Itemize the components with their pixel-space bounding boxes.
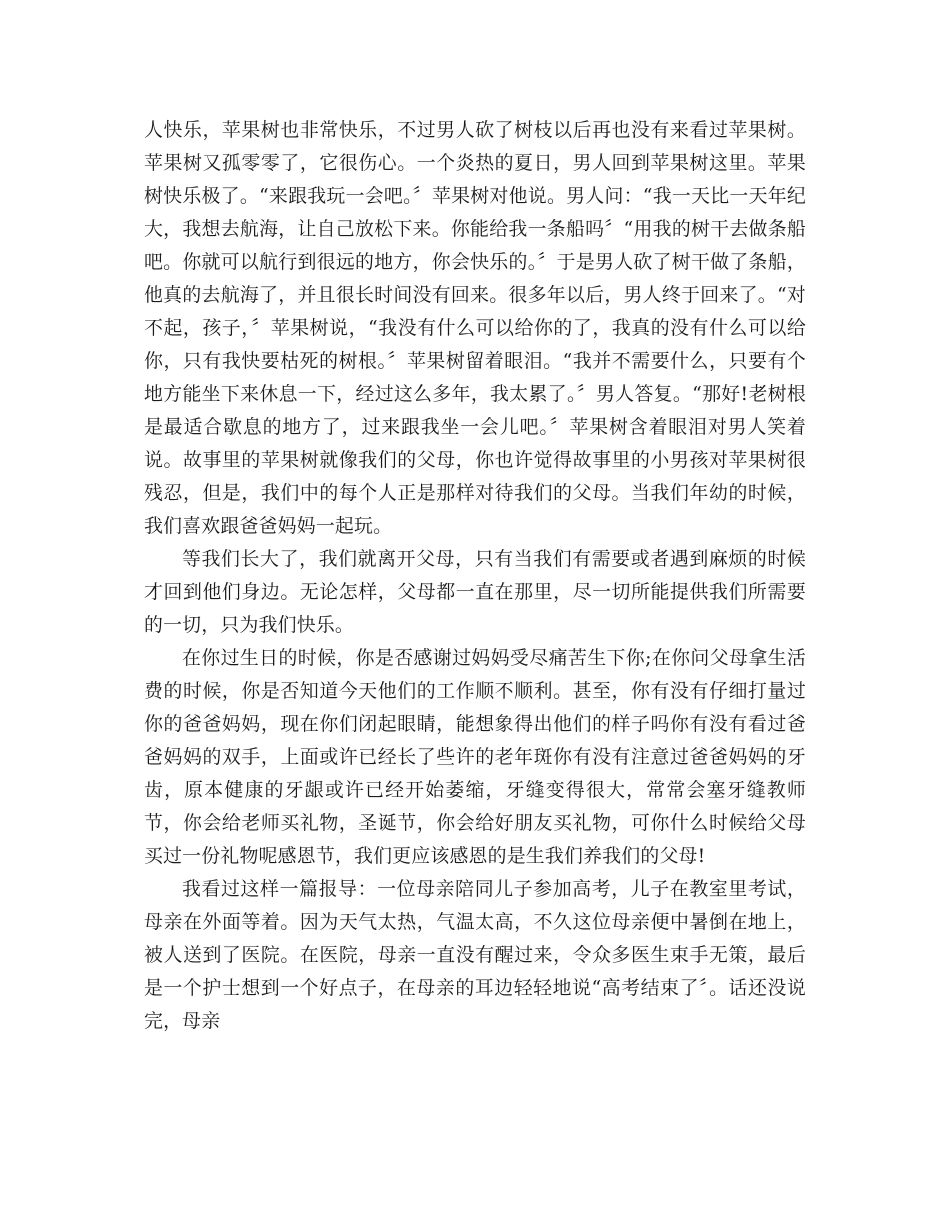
paragraph-2: 等我们长大了，我们就离开父母，只有当我们有需要或者遇到麻烦的时候才回到他们身边。无论怎样，父母都一直在那里，尽一切所能提供我们所需要的一切，只为我们快乐。 xyxy=(144,548,806,636)
paragraph-1: 人快乐，苹果树也非常快乐，不过男人砍了树枝以后再也没有来看过苹果树。苹果树又孤零零了，它很伤心。一个炎热的夏日，男人回到苹果树这里。苹果树快乐极了。“来跟我玩一会吧。〞苹果树对他说。男人问：“我一天比一天年纪大，我想去航海，让自己放松下来。你能给我一条船吗〞“用我的树干去做条船吧。你就可以航行到很远的地方，你会快乐的。〞于是男人砍了树干做了条船，他真的去航海了，并且很长时间没有回来。很多年以后，男人终于回来了。“对不起，孩子，〞苹果树说，“我没有什么可以给你的了，我真的没有什么可以给你，只有我快要枯死的树根。〞苹果树留着眼泪。“我并不需要什么，只要有个地方能坐下来休息一下，经过这么多年，我太累了。〞男人答复。“那好!老树根是最适合歇息的地方了，过来跟我坐一会儿吧。〞苹果树含着眼泪对男人笑着说。故事里的苹果树就像我们的父母，你也许觉得故事里的小男孩对苹果树很残忍，但是，我们中的每个人正是那样对待我们的父母。当我们年幼的时候，我们喜欢跟爸爸妈妈一起玩。 xyxy=(144,119,806,537)
paragraph-3: 在你过生日的时候，你是否感谢过妈妈受尽痛苦生下你;在你问父母拿生活费的时候，你是否知道今天他们的工作顺不顺利。甚至，你有没有仔细打量过你的爸爸妈妈，现在你们闭起眼睛，能想象得出他们的样子吗你有没有看过爸爸妈妈的双手，上面或许已经长了些许的老年斑你有没有注意过爸爸妈妈的牙齿，原本健康的牙龈或许已经开始萎缩，牙缝变得很大，常常会塞牙缝教师节，你会给老师买礼物，圣诞节，你会给好朋友买礼物，可你什么时候给父母买过一份礼物呢感恩节，我们更应该感恩的是生我们养我们的父母! xyxy=(144,647,806,867)
document-body xyxy=(144,114,806,1038)
paragraph-4: 我看过这样一篇报导：一位母亲陪同儿子参加高考，儿子在教室里考试，母亲在外面等着。因为天气太热，气温太高，不久这位母亲便中暑倒在地上，被人送到了医院。在医院，母亲一直没有醒过来，令众多医生束手无策，最后是一个护士想到一个好点子，在母亲的耳边轻轻地说“高考结束了〞。话还没说完，母亲 xyxy=(144,878,806,1032)
